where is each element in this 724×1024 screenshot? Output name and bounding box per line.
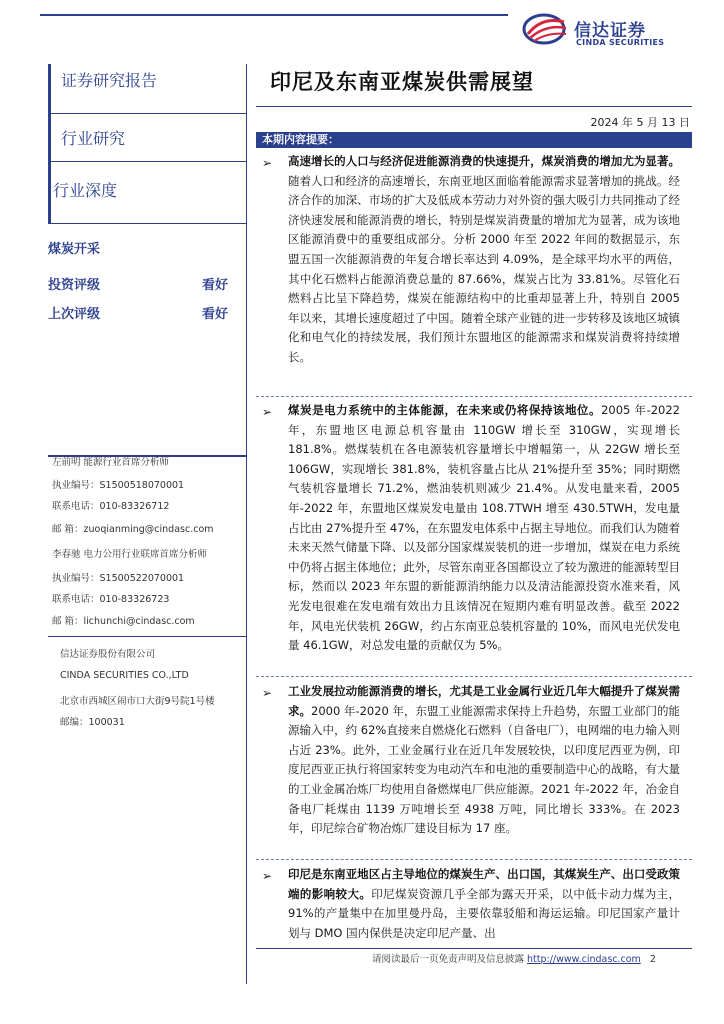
section-separator [256,676,692,677]
point-1-body: 随着人口和经济的高速增长，东南亚地区面临着能源需求显著增加的挑战。经济合作的加深、市场的扩大及低成本劳动力对外资的强大吸引力共同推动了经济快速发展和能源消费的增长，特别是煤炭消费量的增加尤为显著，成为该地区能源消费中的重要组成部分。分析 2000 年至 2022 年间的数据显示，东盟五国一次能源消费的年复合增长率达到 4.09%，是全球平均水平的两倍，其中化石燃料占能源消费总量的 87.66%，煤炭占比为 33.81%。尽管化石燃料占比呈下降趋势，煤炭在能源结构中的比重却显著上升，特别自 2005 年以来，其增长速度超过了中国。随着全球产业链的进一步转移及该地区城镇化和电气化的持续发展，我们预计东盟地区的能源需求和煤炭消费将持续增长。 [288,173,680,364]
sector-label [48,238,246,257]
footer [372,951,656,965]
logo-text-en: CINDA SECURITIES [576,38,665,47]
summary-point-4 [288,865,680,945]
report-category: 行业研究 [61,129,126,148]
sidebar [48,64,246,224]
summary-header: 本期内容提要： [262,133,339,146]
page-number: 2 [649,954,656,965]
footer-website-link[interactable]: http://www.cindasc.com [527,954,641,965]
header-rule [40,14,508,16]
bullet-arrow-icon: ➢ [262,686,273,700]
report-depth: 行业深度 [53,181,118,200]
report-title: 印尼及东南亚煤炭供需展望 [270,70,534,94]
analyst-divider-bottom [48,636,246,637]
analyst-1-name: 左前明 能源行业首席分析师 [52,457,170,468]
bullet-arrow-icon: ➢ [262,869,273,883]
sector-name: 煤炭开采 [48,242,101,257]
investment-rating [48,274,246,293]
category-block [48,114,246,162]
company-address: 北京市西城区闹市口大街9号院1号楼 [60,696,215,707]
point-2-lead: 煤炭是电力系统中的主体能源，在未来或仍将保持该地位。 [288,403,602,417]
company-postcode: 邮编：100031 [60,717,125,728]
analyst-2-license: 执业编号：S1500522070001 [52,573,185,584]
depth-block [48,162,246,224]
footer-disclaimer: 请阅读最后一页免责声明及信息披露 [372,954,528,965]
section-separator [256,859,692,860]
prev-rating-label: 上次评级 [48,307,101,322]
prev-rating-value: 看好 [201,307,228,322]
footer-rule [256,948,692,949]
cinda-swoosh-icon [522,12,570,46]
report-type: 证券研究报告 [61,71,158,90]
point-2-body: 2005 年-2022 年，东盟地区电源总机容量由 110GW 增长至 310GW，实现增长 181.8%。燃煤装机在各电源装机容量增长中增幅第一，从 22GW 增长至 106GW，实现增长 381.8%，装机容量占比从 21%提升至 35%；同时期燃气装机容量增长 71.2%，燃油装机则减少 21.4%。从发电量来看，2005 年-2022 年，东盟地区煤炭发电量由 108.7TWH 增至 430.5TWH，发电量占比由 27%提升至 47%，在东盟发电体系中占据主导地位。而我们认为随着未来天然气储量下降、以及部分国家煤炭装机的进一步增加，煤炭在电力系统中仍将占据主体地位；此外，尽管东南亚各国都设立了较为激进的能源转型目标，然而以 2023 年东盟的新能源消纳能力以及清洁能源投资水准来看，风光发电很难在发电端有效出力且该情况在短期内难有明显改善。截至 2022 年，风电光伏装机 26GW，约占东南亚总装机容量的 10%，而风电光伏发电量 46.1GW，对总发电量的贡献仅为 5%。 [288,403,680,653]
rating-value: 看好 [201,278,228,293]
point-4-lead: 印尼是东南亚地区占主导地位的煤炭生产、出口国，其煤炭生产、出口受政策端的影响较大。 [288,867,680,901]
company-name-cn: 信达证券股份有限公司 [60,649,156,660]
analyst-2-email[interactable]: 邮 箱：lichunchi@cindasc.com [52,616,195,627]
analyst-2-name: 李春驰 电力公用行业联席首席分析师 [52,549,208,560]
analyst-1-email[interactable]: 邮 箱：zuoqianming@cindasc.com [52,524,214,535]
title-rule [256,106,692,107]
report-type-block [48,64,246,114]
point-4-body: 印尼煤炭资源几乎全部为露天开采，以中低卡动力煤为主，91%的产量集中在加里曼丹岛，主要依靠驳船和海运运输。印尼国家产量计划与 DMO 国内保供是决定印尼产量、出 [288,886,680,940]
column-divider [246,64,247,984]
summary-point-3 [288,682,680,839]
logo-text-cn: 信达证券 [574,21,646,41]
company-name-en: CINDA SECURITIES CO.,LTD [60,670,189,681]
analyst-2-phone: 联系电话：010-83326723 [52,594,170,605]
summary-point-1 [288,152,680,368]
summary-header-bar [256,132,692,148]
summary-point-2 [288,401,680,656]
cinda-logo [522,10,702,50]
point-3-body: 2000 年-2020 年，东盟工业能源需求保持上升趋势，东盟工业部门的能源输入中，约 62%直接来自燃烧化石燃料（自备电厂），电网端的电力输入则占近 23%。此外，工业金属行业在近几年发展较快，以印度尼西亚为例，印度尼西亚正执行将国家转变为电动汽车和电池的重要制造中心的战略，有大量的工业金属冶炼厂均使用自备燃煤电厂供应能源。2021 年-2022 年，冶金自备电厂耗煤由 1139 万吨增长至 4938 万吨，同比增长 333%。在 2023 年，印尼综合矿物冶炼厂建设目标为 17 座。 [288,703,680,836]
bullet-arrow-icon: ➢ [262,156,273,170]
point-1-lead: 高速增长的人口与经济促进能源消费的快速提升，煤炭消费的增加尤为显著。 [288,154,680,168]
analyst-1-phone: 联系电话：010-83326712 [52,501,170,512]
section-separator [256,396,692,397]
point-3-lead: 工业发展拉动能源消费的增长，尤其是工业金属行业近几年大幅提升了煤炭需求。 [288,684,680,718]
rating-label: 投资评级 [48,278,101,293]
report-date: 2024 年 5 月 13 日 [590,116,690,129]
previous-rating [48,303,246,322]
analyst-1-license: 执业编号：S1500518070001 [52,480,185,491]
bullet-arrow-icon: ➢ [262,405,273,419]
